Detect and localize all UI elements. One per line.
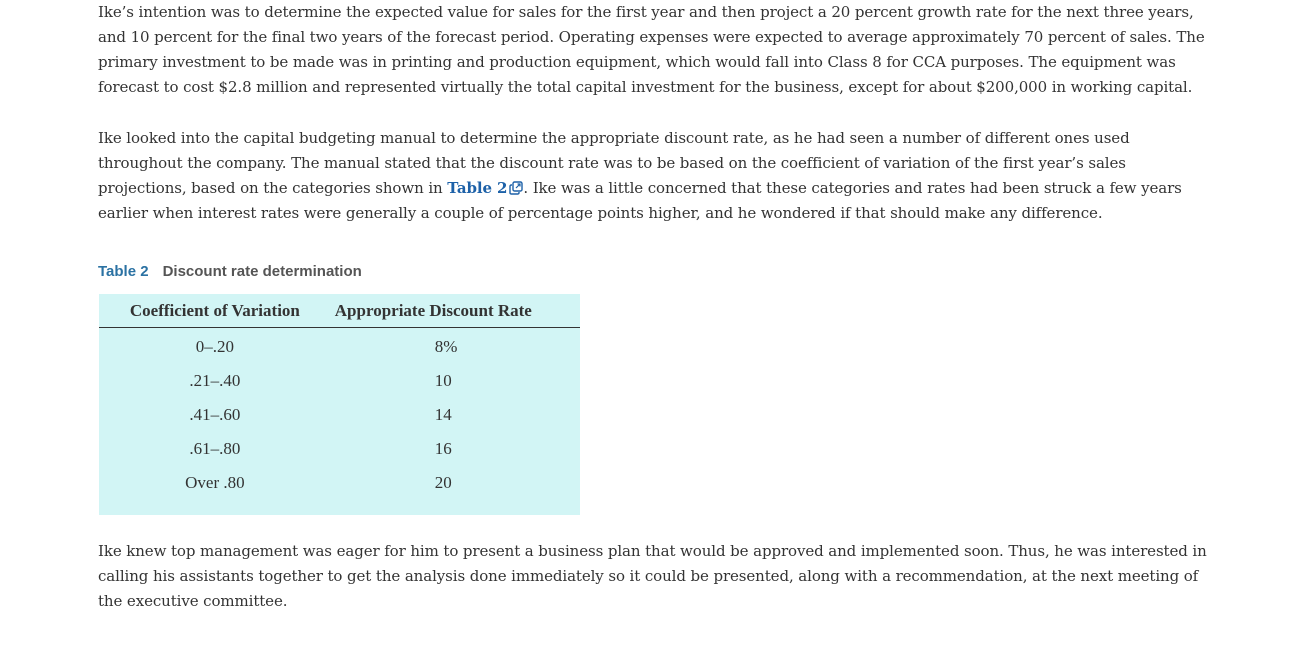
table-caption — [98, 263, 362, 280]
table-row — [99, 328, 580, 365]
cell-rate: 8% — [434, 337, 458, 356]
discount-rate-table — [99, 294, 580, 500]
cell-coefficient: .41–.60 — [189, 405, 241, 424]
cell-coefficient: .61–.80 — [189, 439, 241, 458]
cell-coefficient: .21–.40 — [189, 371, 241, 390]
cell-rate: 20 — [434, 473, 452, 492]
cell-rate: 10 — [434, 371, 452, 390]
cell-rate: 14 — [434, 405, 452, 424]
paragraph-business-plan: Ike knew top management was eager for him to present a business plan that would be approved and implemented soon. Thus, he was interested in calling his assistants together to get the analysis done immediately so it could be presented, along with a recommendation, at the next meeting of the executive committee. — [98, 542, 1207, 610]
discount-rate-table-container — [99, 294, 580, 515]
table-header-row — [99, 294, 580, 328]
header-coefficient-of-variation: Coefficient of Variation — [99, 294, 331, 328]
table-row — [99, 364, 580, 398]
paragraph-discount-rate-continued: . Ike was a little concerned that these categories and rates had been struck a few years earlier when interest rates were generally a couple of percentage points higher, and he wondered if that should make any difference. — [98, 179, 1182, 222]
cell-coefficient: Over .80 — [185, 473, 245, 492]
cell-rate: 16 — [434, 439, 452, 458]
header-appropriate-discount-rate: Appropriate Discount Rate — [331, 294, 580, 328]
cell-coefficient: 0–.20 — [195, 337, 235, 356]
paragraph-discount-rate — [98, 126, 1213, 226]
table-caption-number: Table 2 — [98, 263, 149, 280]
paragraph-intention: Ike’s intention was to determine the expected value for sales for the first year and then project a 20 percent growth rate for the next three years, and 10 percent for the final two years of the forecast period. Operating expenses were expected to average approximately 70 percent of sales. The primary investment to be made was in printing and production equipment, which would fall into Class 8 for CCA purposes. The equipment was forecast to cost $2.8 million and represented virtually the total capital investment for the business, except for about $200,000 in working capital. — [98, 3, 1205, 96]
table-caption-title: Discount rate determination — [162, 263, 362, 280]
table-row — [99, 466, 580, 500]
table-row — [99, 398, 580, 432]
external-link-icon[interactable] — [509, 178, 523, 192]
table-row — [99, 432, 580, 466]
table-2-link[interactable]: Table 2 — [447, 179, 508, 197]
paragraph-discount-rate-text: Ike looked into the capital budgeting manual to determine the appropriate discount rate, as he had seen a number of different ones used throughout the company. The manual stated that the discount rate was to be based on the coefficient of variation of the first year’s sales projections, based on the categories shown in — [98, 129, 1130, 197]
